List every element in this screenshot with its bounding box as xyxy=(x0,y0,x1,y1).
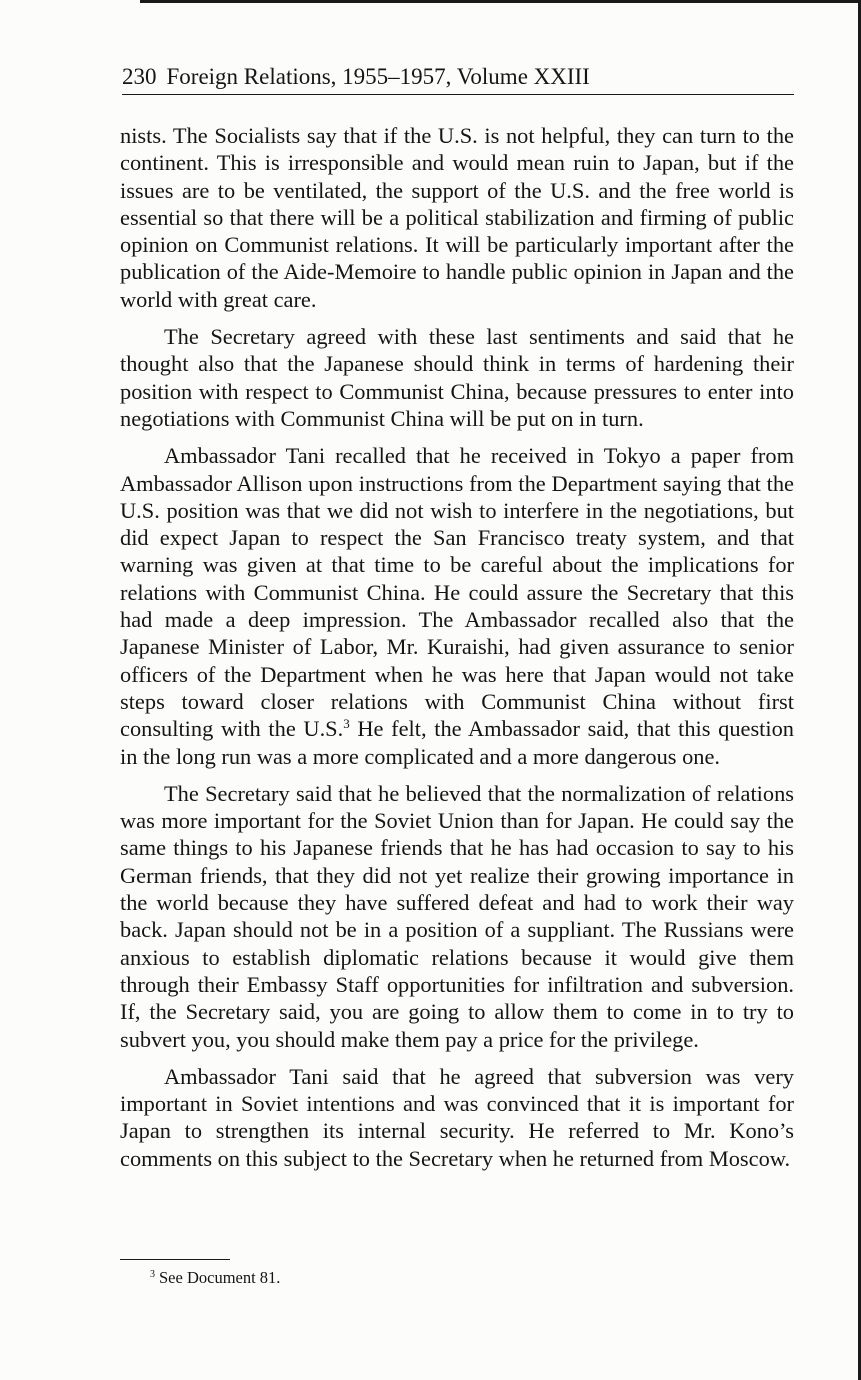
paragraph-1: nists. The Socialists say that if the U.S. is not helpful, they can turn to the continent. This is irresponsible and would mean ruin to Japan, but if the issues are to be ventilated, the support of the U.S. and the free world is essential so that there will be a political stabilization and firming of public opinion on Communist relations. It will be particularly important after the publication of the Aide-Memoire to handle public opinion in Japan and the world with great care. xyxy=(120,123,794,312)
footnote-number: 3 xyxy=(150,1269,155,1280)
footnote-reference[interactable]: 3 xyxy=(343,716,350,732)
paragraph-3-text-b: He felt, the Ambassador said, that this question in the long run was a more complicated and a more dangerous one. xyxy=(120,716,795,769)
scan-edge-top xyxy=(140,0,861,3)
footnote-text: See Document 81. xyxy=(159,1268,281,1287)
footnote-rule xyxy=(120,1259,230,1260)
footnote xyxy=(150,1267,280,1289)
paragraph-2: The Secretary agreed with these last sentiments and said that he thought also that the Japanese should think in terms of hardening their position with respect to Communist China, because pressures to enter into negotiations with Communist China will be put on in turn. xyxy=(120,324,794,431)
paragraph-3 xyxy=(120,442,794,770)
body-text xyxy=(120,122,794,1182)
paragraph-3-text-a: Ambassador Tani recalled that he received in Tokyo a paper from Ambassador Allison upon instructions from the Department saying that the U.S. position was that we did not wish to interfere in the negotiations, but did expect Japan to respect the San Francisco treaty system, and that warning was given at that time to be careful about the implications for relations with Communist China. He could assure the Secretary that this had made a deep impression. The Ambassador recalled also that the Japanese Minister of Labor, Mr. Kuraishi, had given assurance to senior officers of the Department when he was here that Japan would not take steps toward closer relations with Communist China without first consulting with the U.S. xyxy=(120,443,794,742)
publication-title: Foreign Relations, 1955–1957, Volume XXIII xyxy=(166,64,590,89)
running-header xyxy=(122,62,794,95)
paragraph-4: The Secretary said that he believed that the normalization of relations was more important for the Soviet Union than for Japan. He could say the same things to his Japanese friends that he has had occasion to say to his German friends, that they did not yet realize their growing importance in the world because they have suffered defeat and had to work their way back. Japan should not be in a position of a suppliant. The Russians were anxious to establish diplomatic relations because it would give them through their Embassy Staff opportunities for infiltration and subversion. If, the Secretary said, you are going to allow them to come in to try to subvert you, you should make them pay a price for the privilege. xyxy=(120,780,794,1052)
page-number: 230 xyxy=(122,64,157,89)
paragraph-5: Ambassador Tani said that he agreed that subversion was very important in Soviet intentions and was convinced that it is important for Japan to strengthen its internal security. He referred to Mr. Kono’s comments on this subject to the Secretary when he returned from Moscow. xyxy=(120,1063,794,1171)
